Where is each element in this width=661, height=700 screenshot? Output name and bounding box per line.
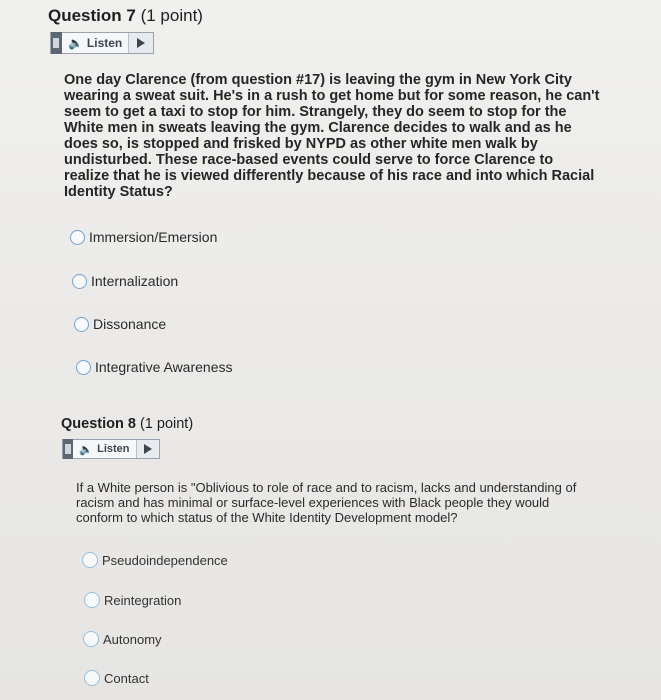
- option-label: Integrative Awareness: [95, 359, 233, 375]
- speaker-icon: 🔈: [67, 36, 83, 50]
- radio-button[interactable]: [70, 230, 85, 245]
- question-8-number: Question 8: [61, 416, 136, 432]
- radio-button[interactable]: [84, 670, 100, 686]
- radio-button[interactable]: [82, 552, 98, 568]
- question-7-listen-widget: [50, 32, 154, 54]
- radio-button[interactable]: [74, 317, 89, 332]
- speaker-icon: 🔈: [79, 443, 94, 456]
- listen-button[interactable]: [62, 33, 129, 53]
- listen-button[interactable]: [73, 440, 136, 458]
- option-label: Autonomy: [103, 631, 162, 647]
- radio-button[interactable]: [84, 592, 100, 608]
- question-7-title: [48, 6, 203, 26]
- radio-button[interactable]: [83, 631, 99, 647]
- radio-button[interactable]: [72, 274, 87, 289]
- option-pseudoindependence[interactable]: [82, 552, 228, 568]
- option-label: Pseudoindependence: [102, 552, 228, 568]
- option-immersion-emersion[interactable]: [70, 229, 217, 245]
- play-button[interactable]: [129, 38, 153, 48]
- question-8-title: [61, 416, 193, 432]
- option-autonomy[interactable]: [83, 631, 162, 647]
- question-7-number: Question 7: [48, 6, 136, 25]
- question-8-points: (1 point): [139, 416, 194, 432]
- play-button[interactable]: [137, 444, 160, 454]
- play-icon: [137, 38, 145, 48]
- question-7-points: (1 point): [140, 6, 203, 25]
- question-8-prompt: If a White person is "Oblivious to role of race and to racism, lacks and understanding of racism and has minimal or surface-level experiences with Black people they would conform to which status of the White Identity Development model?: [76, 480, 577, 525]
- play-icon: [144, 444, 152, 454]
- option-label: Contact: [104, 670, 149, 686]
- option-label: Reintegration: [104, 592, 182, 608]
- option-integrative-awareness[interactable]: [76, 359, 233, 375]
- audio-handle-icon: [51, 32, 62, 54]
- option-label: Dissonance: [93, 316, 167, 332]
- option-contact[interactable]: [84, 670, 149, 686]
- radio-button[interactable]: [76, 360, 91, 375]
- audio-handle-icon: [63, 439, 73, 459]
- option-reintegration[interactable]: [84, 592, 181, 608]
- option-dissonance[interactable]: [74, 316, 166, 332]
- option-label: Internalization: [91, 273, 179, 289]
- question-7-prompt: One day Clarence (from question #17) is leaving the gym in New York City wearing a sweat suit. He's in a rush to get home but for some reason, he can't seem to get a taxi to stop for him. Strangely, they do seem to stop for the White men in sweats leaving the gym. Clarence decides to walk and as he does so, is stopped and frisked by NYPD as other white men walk by undisturbed. These race-based events could serve to force Clarence to realize that he is viewed differently because of his race and into which Racial Identity Status?: [64, 72, 600, 200]
- question-8-listen-widget: [62, 439, 160, 459]
- option-label: Immersion/Emersion: [89, 229, 218, 245]
- option-internalization[interactable]: [72, 273, 178, 289]
- listen-label: Listen: [97, 443, 130, 455]
- listen-label: Listen: [86, 36, 123, 50]
